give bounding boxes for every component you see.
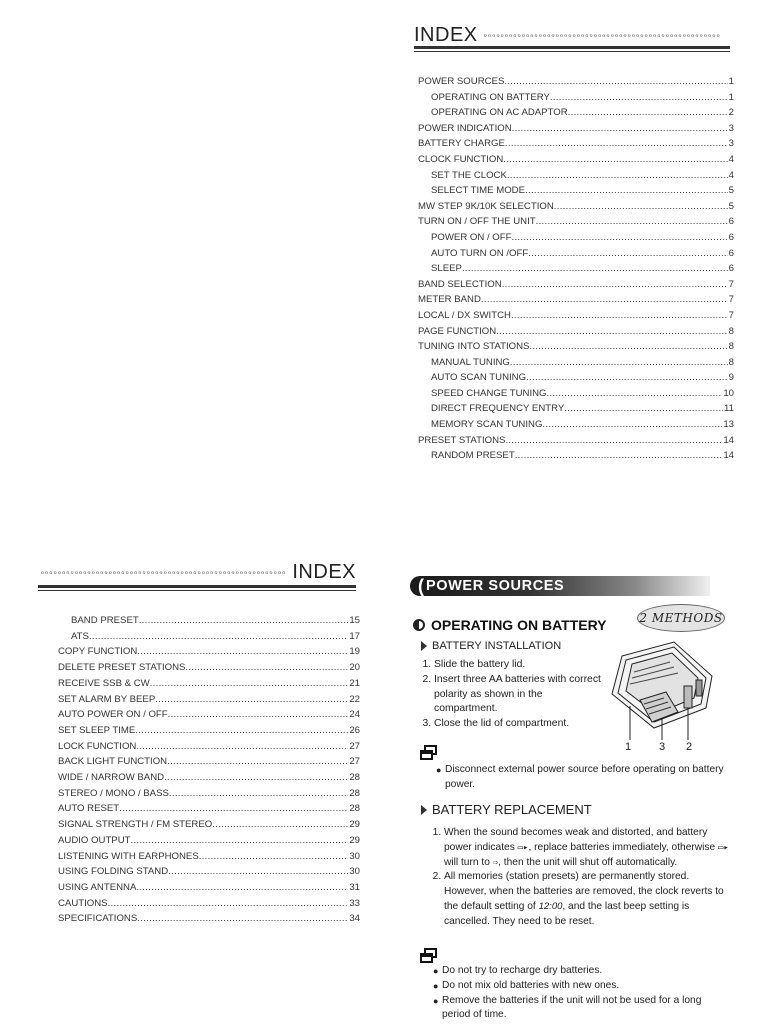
toc-entry-label: MANUAL TUNING: [431, 356, 510, 368]
toc-entry-page: 29: [349, 834, 360, 846]
toc-entry-page: 21: [349, 677, 360, 689]
triangle-bullet-icon: [421, 805, 427, 815]
triangle-bullet-icon: [421, 641, 427, 651]
bullet-icon: ●: [433, 995, 439, 1006]
toc-entry: [58, 723, 360, 739]
toc-entry: [58, 754, 360, 770]
toc-entry-label: SPECIFICATIONS: [58, 913, 138, 925]
toc-entry: [58, 692, 360, 708]
dot-leader: [510, 355, 728, 371]
dot-leader: [139, 613, 349, 629]
toc-entry-page: 14: [723, 434, 734, 446]
toc-entry-page: 6: [728, 231, 734, 243]
toc-entry-page: 14: [723, 450, 734, 462]
toc-entry-page: 24: [349, 709, 360, 721]
toc-entry: [58, 817, 360, 833]
dot-leader: [169, 786, 348, 802]
toc-entry: [418, 433, 734, 449]
note-disconnect: [436, 763, 726, 793]
operating-on-battery-heading: [413, 617, 607, 633]
toc-entry: [418, 370, 734, 386]
clock-default-time: 12:00: [538, 900, 563, 912]
dot-leader: [568, 105, 728, 121]
toc-entry-label: TURN ON / OFF THE UNIT: [418, 216, 536, 228]
toc-entry: [418, 214, 734, 230]
index-bottom-rule-thick: [38, 585, 356, 588]
toc-entry-label: STEREO / MONO / BASS: [58, 787, 169, 799]
dot-leader: [536, 214, 728, 230]
caution-text: Remove the batteries if the unit will not be used for a long period of time.: [442, 994, 702, 1021]
replacement-steps: [432, 826, 734, 930]
toc-entry: [58, 849, 360, 865]
note-icon: [420, 745, 438, 761]
dot-leader: [164, 770, 348, 786]
toc-entry-label: MW STEP 9K/10K SELECTION: [418, 200, 554, 212]
battery-replacement-heading: [421, 802, 592, 817]
section-title: OPERATING ON BATTERY: [431, 617, 607, 633]
toc-entry: [418, 417, 734, 433]
dot-leader: [136, 739, 348, 755]
toc-entry: [418, 277, 734, 293]
toc-entry-label: BAND SELECTION: [418, 278, 502, 290]
toc-entry-page: 7: [728, 294, 734, 306]
toc-entry-label: POWER SOURCES: [418, 76, 505, 87]
toc-entry-page: 26: [349, 724, 360, 736]
toc-entry-label: AUTO RESET: [58, 803, 120, 815]
toc-entry: [58, 644, 360, 660]
toc-entry-label: DELETE PRESET STATIONS: [58, 662, 186, 674]
toc-entry-label: LISTENING WITH EARPHONES: [58, 850, 199, 862]
battery-empty-icon: ⇨: [492, 857, 499, 868]
toc-entry-label: RECEIVE SSB & CW: [58, 677, 150, 689]
toc-entry-page: 30: [349, 866, 360, 878]
toc-entry-page: 11: [724, 403, 734, 415]
toc-entry: [58, 911, 360, 927]
toc-entry: [418, 308, 734, 324]
toc-entry-page: 8: [728, 341, 734, 353]
note-text: Disconnect external power source before operating on battery power.: [445, 764, 724, 790]
toc-entry-page: 33: [349, 897, 360, 909]
dot-leader: [526, 370, 728, 386]
toc-entry-label: AUTO POWER ON / OFF: [58, 709, 168, 721]
toc-entry: [418, 90, 734, 106]
toc-entry: [58, 707, 360, 723]
dot-leader: [131, 833, 349, 849]
index-top-header: [414, 25, 730, 45]
toc-entry-page: 13: [723, 419, 734, 431]
toc-entry-label: POWER ON / OFF: [431, 231, 512, 243]
toc-entry-label: SELECT TIME MODE: [431, 185, 526, 197]
toc-entry: [418, 168, 734, 184]
toc-entry-page: 3: [728, 122, 734, 134]
toc-entry-label: USING FOLDING STAND: [58, 866, 169, 878]
toc-entry: [418, 74, 734, 90]
toc-entry-label: OPERATING ON AC ADAPTOR: [431, 107, 568, 119]
toc-entry: [418, 121, 734, 137]
toc-entry: [58, 833, 360, 849]
toc-entry-page: 34: [349, 913, 360, 925]
dot-leader: [547, 386, 723, 402]
dot-leader: [168, 707, 349, 723]
dot-leader: [511, 308, 728, 324]
toc-entry-label: SET THE CLOCK: [431, 169, 507, 181]
toc-entry-label: SLEEP: [431, 263, 462, 275]
replacement-step-2: 2. All memories (station presets) are permanently stored. However, when the batteries are removed, the clock reverts to the default setting of 12:00, and the last beep setting is cancelled. They need to be reset.: [444, 870, 734, 929]
toc-entry-page: 1: [728, 91, 734, 103]
index-top-title: INDEX: [414, 24, 478, 46]
toc-entry-page: 29: [349, 819, 360, 831]
toc-entry-page: 19: [349, 646, 360, 658]
toc-entry: [58, 864, 360, 880]
index-top-ornament: ℴℴℴℴℴℴℴℴℴℴℴℴℴℴℴℴℴℴℴℴℴℴℴℴℴℴℴℴℴℴℴℴℴℴℴℴℴℴℴℴℴℴℴℴℴℴℴℴℴℴℴℴℴℴℴℴ: [483, 31, 721, 39]
bullet-icon: ●: [433, 966, 439, 976]
index-top-list: [418, 74, 734, 464]
toc-entry-page: 10: [723, 387, 734, 399]
toc-entry: [418, 230, 734, 246]
caution-text: Do not mix old batteries with new ones.: [442, 979, 620, 991]
dot-leader: [503, 152, 727, 168]
toc-entry: [418, 136, 734, 152]
index-bottom-list: [58, 613, 360, 927]
toc-entry-label: RANDOM PRESET: [431, 450, 515, 462]
battery-replacement-title: BATTERY REPLACEMENT: [432, 802, 592, 817]
toc-entry-page: 28: [349, 803, 360, 815]
bullet-icon: ●: [436, 765, 442, 775]
power-sources-banner: [410, 576, 710, 596]
dot-leader: [137, 911, 348, 927]
toc-entry-page: 22: [349, 693, 360, 705]
replacement-step-1: 1. When the sound becomes weak and distorted, and battery power indicates ▭▸, replace batteries immediately, otherwise ▭▸ will turn to ⇨, then the unit will shut off automatically.: [444, 826, 734, 870]
toc-entry-label: LOCAL / DX SWITCH: [418, 309, 511, 321]
toc-entry-label: AUTO SCAN TUNING: [431, 372, 527, 384]
index-bottom-rule-thin: [38, 590, 356, 591]
dot-leader: [212, 817, 348, 833]
toc-entry: [58, 629, 360, 645]
toc-entry-page: 27: [349, 740, 360, 752]
installation-steps: [422, 658, 606, 732]
toc-entry-label: MEMORY SCAN TUNING: [431, 419, 543, 431]
toc-entry-page: 3: [728, 138, 734, 150]
toc-entry: [418, 246, 734, 262]
toc-entry-label: CLOCK FUNCTION: [418, 153, 504, 165]
toc-entry-page: 5: [728, 185, 734, 197]
dot-leader: [505, 433, 722, 449]
toc-entry-label: OPERATING ON BATTERY: [431, 91, 550, 103]
dot-leader: [155, 692, 348, 708]
toc-entry-page: 27: [349, 756, 360, 768]
dot-leader: [150, 676, 349, 692]
methods-badge: 2 METHODS: [637, 604, 725, 632]
dot-leader: [108, 896, 349, 912]
dot-leader: [554, 199, 728, 215]
toc-entry: [418, 386, 734, 402]
toc-entry-page: 20: [349, 662, 360, 674]
toc-entry-label: BACK LIGHT FUNCTION: [58, 756, 168, 768]
toc-entry-label: BAND PRESET: [71, 615, 139, 626]
battery-installation-title: BATTERY INSTALLATION: [432, 640, 562, 652]
toc-entry: [418, 105, 734, 121]
figure-label-1: 1: [625, 741, 632, 753]
battery-installation-heading: [421, 640, 561, 652]
dot-leader: [525, 183, 728, 199]
dot-leader: [529, 339, 727, 355]
dot-leader: [185, 660, 348, 676]
toc-entry-label: SIGNAL STRENGTH / FM STEREO: [58, 819, 213, 831]
toc-entry: [418, 261, 734, 277]
toc-entry: [418, 448, 734, 464]
dot-leader: [542, 417, 722, 433]
dot-leader: [511, 230, 727, 246]
dot-leader: [119, 801, 348, 817]
toc-entry-page: 28: [349, 787, 360, 799]
index-bottom-title: INDEX: [292, 561, 356, 583]
toc-entry: [418, 183, 734, 199]
toc-entry-page: 8: [728, 356, 734, 368]
toc-entry-label: SET SLEEP TIME: [58, 724, 136, 736]
toc-entry: [58, 676, 360, 692]
installation-step: 1. Slide the battery lid.: [434, 658, 606, 673]
toc-entry: [418, 339, 734, 355]
toc-entry-label: PRESET STATIONS: [418, 434, 506, 446]
toc-entry: [58, 786, 360, 802]
toc-entry: [58, 896, 360, 912]
installation-step: 3. Close the lid of compartment.: [434, 717, 606, 732]
toc-entry-label: SPEED CHANGE TUNING: [431, 387, 547, 399]
dot-leader: [137, 644, 348, 660]
toc-entry-label: SET ALARM BY BEEP: [58, 693, 156, 705]
dot-leader: [512, 121, 728, 137]
toc-entry-label: BATTERY CHARGE: [418, 138, 505, 150]
banner-bracket: (: [418, 576, 424, 596]
toc-entry: [418, 199, 734, 215]
dot-leader: [528, 246, 727, 262]
dot-leader: [167, 754, 348, 770]
toc-entry-page: 31: [349, 881, 360, 893]
toc-entry-page: 6: [728, 263, 734, 275]
toc-entry-label: TUNING INTO STATIONS: [418, 341, 530, 353]
toc-entry: [58, 801, 360, 817]
dot-leader: [168, 864, 348, 880]
toc-entry-page: 1: [728, 76, 734, 87]
dot-leader: [89, 629, 348, 645]
index-bottom-header: [38, 562, 356, 582]
figure-label-3: 3: [659, 741, 666, 753]
toc-entry-page: 4: [728, 153, 734, 165]
bullet-icon: ●: [433, 980, 439, 991]
dot-leader: [136, 880, 348, 896]
toc-entry-page: 5: [728, 200, 734, 212]
toc-entry-page: 8: [728, 325, 734, 337]
toc-entry-label: LOCK FUNCTION: [58, 740, 137, 752]
toc-entry-page: 15: [349, 615, 360, 626]
half-disc-icon: [413, 619, 425, 631]
battery-low-icon: ▭▸: [718, 842, 729, 853]
dot-leader: [507, 168, 728, 184]
power-sources-title: POWER SOURCES: [426, 578, 565, 594]
toc-entry-page: 2: [728, 107, 734, 119]
toc-entry-label: POWER INDICATION: [418, 122, 512, 134]
toc-entry-label: AUDIO OUTPUT: [58, 834, 131, 846]
dot-leader: [504, 74, 727, 90]
toc-entry-page: 9: [728, 372, 734, 384]
toc-entry: [58, 770, 360, 786]
toc-entry: [418, 355, 734, 371]
toc-entry-label: METER BAND: [418, 294, 481, 306]
index-top-rule-thick: [414, 46, 730, 49]
toc-entry-label: WIDE / NARROW BAND: [58, 772, 165, 784]
toc-entry-page: 4: [728, 169, 734, 181]
toc-entry-label: DIRECT FREQUENCY ENTRY: [431, 403, 565, 415]
toc-entry-page: 6: [728, 216, 734, 228]
dot-leader: [496, 324, 727, 340]
toc-entry: [58, 880, 360, 896]
toc-entry: [58, 660, 360, 676]
dot-leader: [564, 401, 723, 417]
dot-leader: [481, 292, 728, 308]
toc-entry-label: COPY FUNCTION: [58, 646, 138, 658]
toc-entry: [418, 324, 734, 340]
dot-leader: [515, 448, 723, 464]
figure-label-2: 2: [686, 741, 693, 753]
dot-leader: [135, 723, 348, 739]
toc-entry: [58, 613, 360, 629]
toc-entry-label: USING ANTENNA: [58, 881, 137, 893]
note-icon: [420, 948, 438, 964]
toc-entry-page: 7: [728, 309, 734, 321]
toc-entry: [418, 152, 734, 168]
battery-cautions: [433, 964, 729, 1023]
caution-text: Do not try to recharge dry batteries.: [442, 965, 603, 976]
installation-step: 2. Insert three AA batteries with correct polarity as shown in the compartment.: [434, 673, 606, 717]
toc-entry-label: CAUTIONS: [58, 897, 108, 909]
toc-entry-page: 28: [349, 772, 360, 784]
dot-leader: [550, 90, 728, 106]
dot-leader: [502, 277, 728, 293]
toc-entry-label: AUTO TURN ON /OFF: [431, 247, 529, 259]
radio-battery-illustration: [604, 636, 716, 744]
toc-entry: [58, 739, 360, 755]
dot-leader: [505, 136, 728, 152]
index-bottom-ornament: ℴℴℴℴℴℴℴℴℴℴℴℴℴℴℴℴℴℴℴℴℴℴℴℴℴℴℴℴℴℴℴℴℴℴℴℴℴℴℴℴℴℴℴℴℴℴℴℴℴℴℴℴℴℴℴℴℴℴ: [40, 568, 287, 576]
toc-entry-page: 6: [728, 247, 734, 259]
dot-leader: [462, 261, 728, 277]
toc-entry-page: 17: [349, 630, 360, 642]
toc-entry-page: 30: [349, 850, 360, 862]
toc-entry-label: PAGE FUNCTION: [418, 325, 497, 337]
toc-entry-page: 7: [728, 278, 734, 290]
toc-entry: [418, 401, 734, 417]
dot-leader: [199, 849, 349, 865]
toc-entry: [418, 292, 734, 308]
index-top-rule-thin: [414, 51, 730, 52]
battery-low-icon: ▭▸: [517, 842, 529, 853]
toc-entry-label: ATS: [71, 630, 89, 642]
